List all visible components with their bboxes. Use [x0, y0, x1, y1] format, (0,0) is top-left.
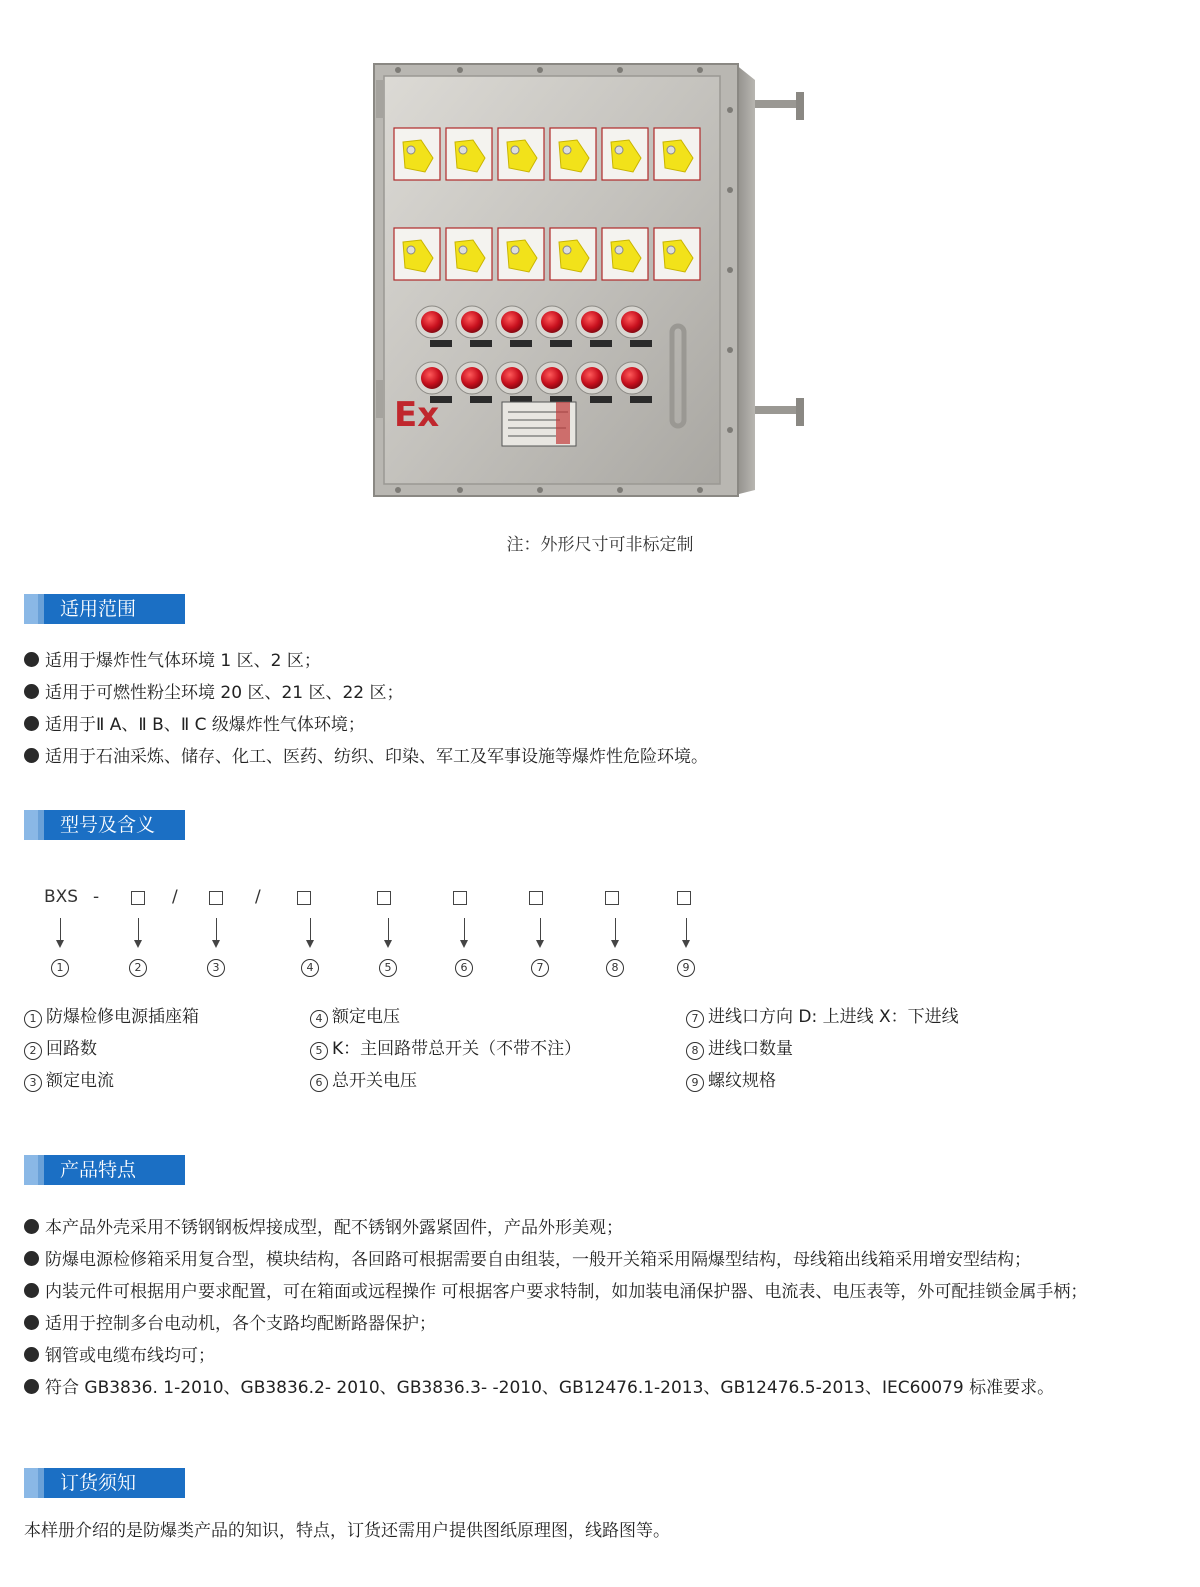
- section-title: 产品特点: [60, 1159, 137, 1181]
- down-arrow-icon: [686, 918, 687, 946]
- rotary-switch-hub: [615, 146, 623, 154]
- legend-item: 1 防爆检修电源插座箱: [24, 1002, 199, 1028]
- red-push-button: [501, 367, 523, 389]
- list-item: 本产品外壳采用不锈钢钢板焊接成型，配不锈钢外露紧固件，产品外形美观；: [24, 1213, 623, 1238]
- model-dash: -: [93, 887, 100, 907]
- legend-item: 6 总开关电压: [310, 1066, 417, 1092]
- model-slash: /: [255, 887, 261, 907]
- model-placeholder-box: [677, 891, 691, 905]
- list-item: 防爆电源检修箱采用复合型，模块结构，各回路可根据需要自由组装，一般开关箱采用隔爆型结构，母线箱出线箱采用增安型结构；: [24, 1245, 1031, 1270]
- rotary-switch-hub: [407, 246, 415, 254]
- list-item: 适用于控制多台电动机，各个支路均配断路器保护；: [24, 1309, 436, 1334]
- legend-item: 7 进线口方向 D: 上进线 X：下进线: [686, 1002, 959, 1028]
- model-position-number: 6: [455, 959, 473, 977]
- rotary-switch-hub: [511, 246, 519, 254]
- down-arrow-icon: [310, 918, 311, 946]
- ex-mark: Ex: [394, 395, 440, 435]
- model-placeholder-box: [297, 891, 311, 905]
- model-placeholder-box: [377, 891, 391, 905]
- red-push-button: [621, 311, 643, 333]
- model-placeholder-box: [131, 891, 145, 905]
- section-header-scope: [24, 594, 185, 624]
- list-item: 适用于石油采炼、储存、化工、医药、纺织、印染、军工及军事设施等爆炸性危险环境。: [24, 742, 708, 767]
- model-position-number: 2: [129, 959, 147, 977]
- rotary-switch-hub: [563, 146, 571, 154]
- red-push-button: [621, 367, 643, 389]
- section-title: 型号及含义: [60, 814, 156, 836]
- rotary-switch-hub: [459, 146, 467, 154]
- legend-item: 9 螺纹规格: [686, 1066, 776, 1092]
- model-position-number: 8: [606, 959, 624, 977]
- list-item: 适用于Ⅱ A、Ⅱ B、Ⅱ C 级爆炸性气体环境；: [24, 710, 365, 735]
- red-push-button: [461, 311, 483, 333]
- rotary-switch-hub: [667, 146, 675, 154]
- red-push-button: [421, 311, 443, 333]
- red-push-button: [581, 367, 603, 389]
- button-label-plate: [590, 340, 612, 347]
- list-item: 适用于爆炸性气体环境 1 区、2 区；: [24, 646, 321, 671]
- rotary-switch-hub: [563, 246, 571, 254]
- model-placeholder-box: [453, 891, 467, 905]
- model-position-number: 7: [531, 959, 549, 977]
- down-arrow-icon: [388, 918, 389, 946]
- down-arrow-icon: [216, 918, 217, 946]
- rotary-switch-hub: [459, 246, 467, 254]
- rotary-switch-hub: [511, 146, 519, 154]
- rotary-switch-hub: [615, 246, 623, 254]
- list-item: 钢管或电缆布线均可；: [24, 1341, 215, 1366]
- model-position-number: 1: [51, 959, 69, 977]
- image-caption: 注：外形尺寸可非标定制: [506, 535, 694, 555]
- rotary-switch-hub: [407, 146, 415, 154]
- section-title: 订货须知: [60, 1472, 137, 1494]
- model-placeholder-box: [605, 891, 619, 905]
- list-item: 符合 GB3836. 1-2010、GB3836.2- 2010、GB3836.3- -2010、GB12476.1-2013、GB12476.5-2013、IEC60079 标准要求。: [24, 1373, 1054, 1398]
- button-label-plate: [630, 340, 652, 347]
- legend-item: 5 K：主回路带总开关（不带不注）: [310, 1034, 581, 1060]
- section-header-model: [24, 810, 185, 840]
- down-arrow-icon: [540, 918, 541, 946]
- button-label-plate: [470, 396, 492, 403]
- button-label-plate: [590, 396, 612, 403]
- ordering-text: 本样册介绍的是防爆类产品的知识，特点，订货还需用户提供图纸原理图，线路图等。: [24, 1521, 670, 1541]
- model-placeholder-box: [529, 891, 543, 905]
- model-position-number: 5: [379, 959, 397, 977]
- model-position-number: 4: [301, 959, 319, 977]
- down-arrow-icon: [138, 918, 139, 946]
- button-label-plate: [430, 340, 452, 347]
- model-prefix: BXS: [44, 887, 79, 907]
- section-header-features: [24, 1155, 185, 1185]
- model-placeholder-box: [209, 891, 223, 905]
- button-label-plate: [550, 340, 572, 347]
- red-push-button: [541, 367, 563, 389]
- section-title: 适用范围: [60, 598, 137, 620]
- model-position-number: 9: [677, 959, 695, 977]
- down-arrow-icon: [60, 918, 61, 946]
- down-arrow-icon: [464, 918, 465, 946]
- list-item: 适用于可燃性粉尘环境 20 区、21 区、22 区；: [24, 678, 404, 703]
- list-item: 内装元件可根据用户要求配置，可在箱面或远程操作 可根据客户要求特制，如加装电涌保护器、电流表、电压表等，外可配挂锁金属手柄；: [24, 1277, 1087, 1302]
- section-header-ordering: [24, 1468, 185, 1498]
- red-push-button: [461, 367, 483, 389]
- red-push-button: [501, 311, 523, 333]
- rotary-switch-hub: [667, 246, 675, 254]
- red-push-button: [581, 311, 603, 333]
- legend-item: 2 回路数: [24, 1034, 97, 1060]
- model-slash: /: [172, 887, 178, 907]
- red-push-button: [421, 367, 443, 389]
- model-position-number: 3: [207, 959, 225, 977]
- button-label-plate: [630, 396, 652, 403]
- legend-item: 4 额定电压: [310, 1002, 400, 1028]
- red-push-button: [541, 311, 563, 333]
- button-label-plate: [470, 340, 492, 347]
- down-arrow-icon: [615, 918, 616, 946]
- button-label-plate: [510, 340, 532, 347]
- legend-item: 3 额定电流: [24, 1066, 114, 1092]
- product-image: [360, 50, 820, 510]
- legend-item: 8 进线口数量: [686, 1034, 793, 1060]
